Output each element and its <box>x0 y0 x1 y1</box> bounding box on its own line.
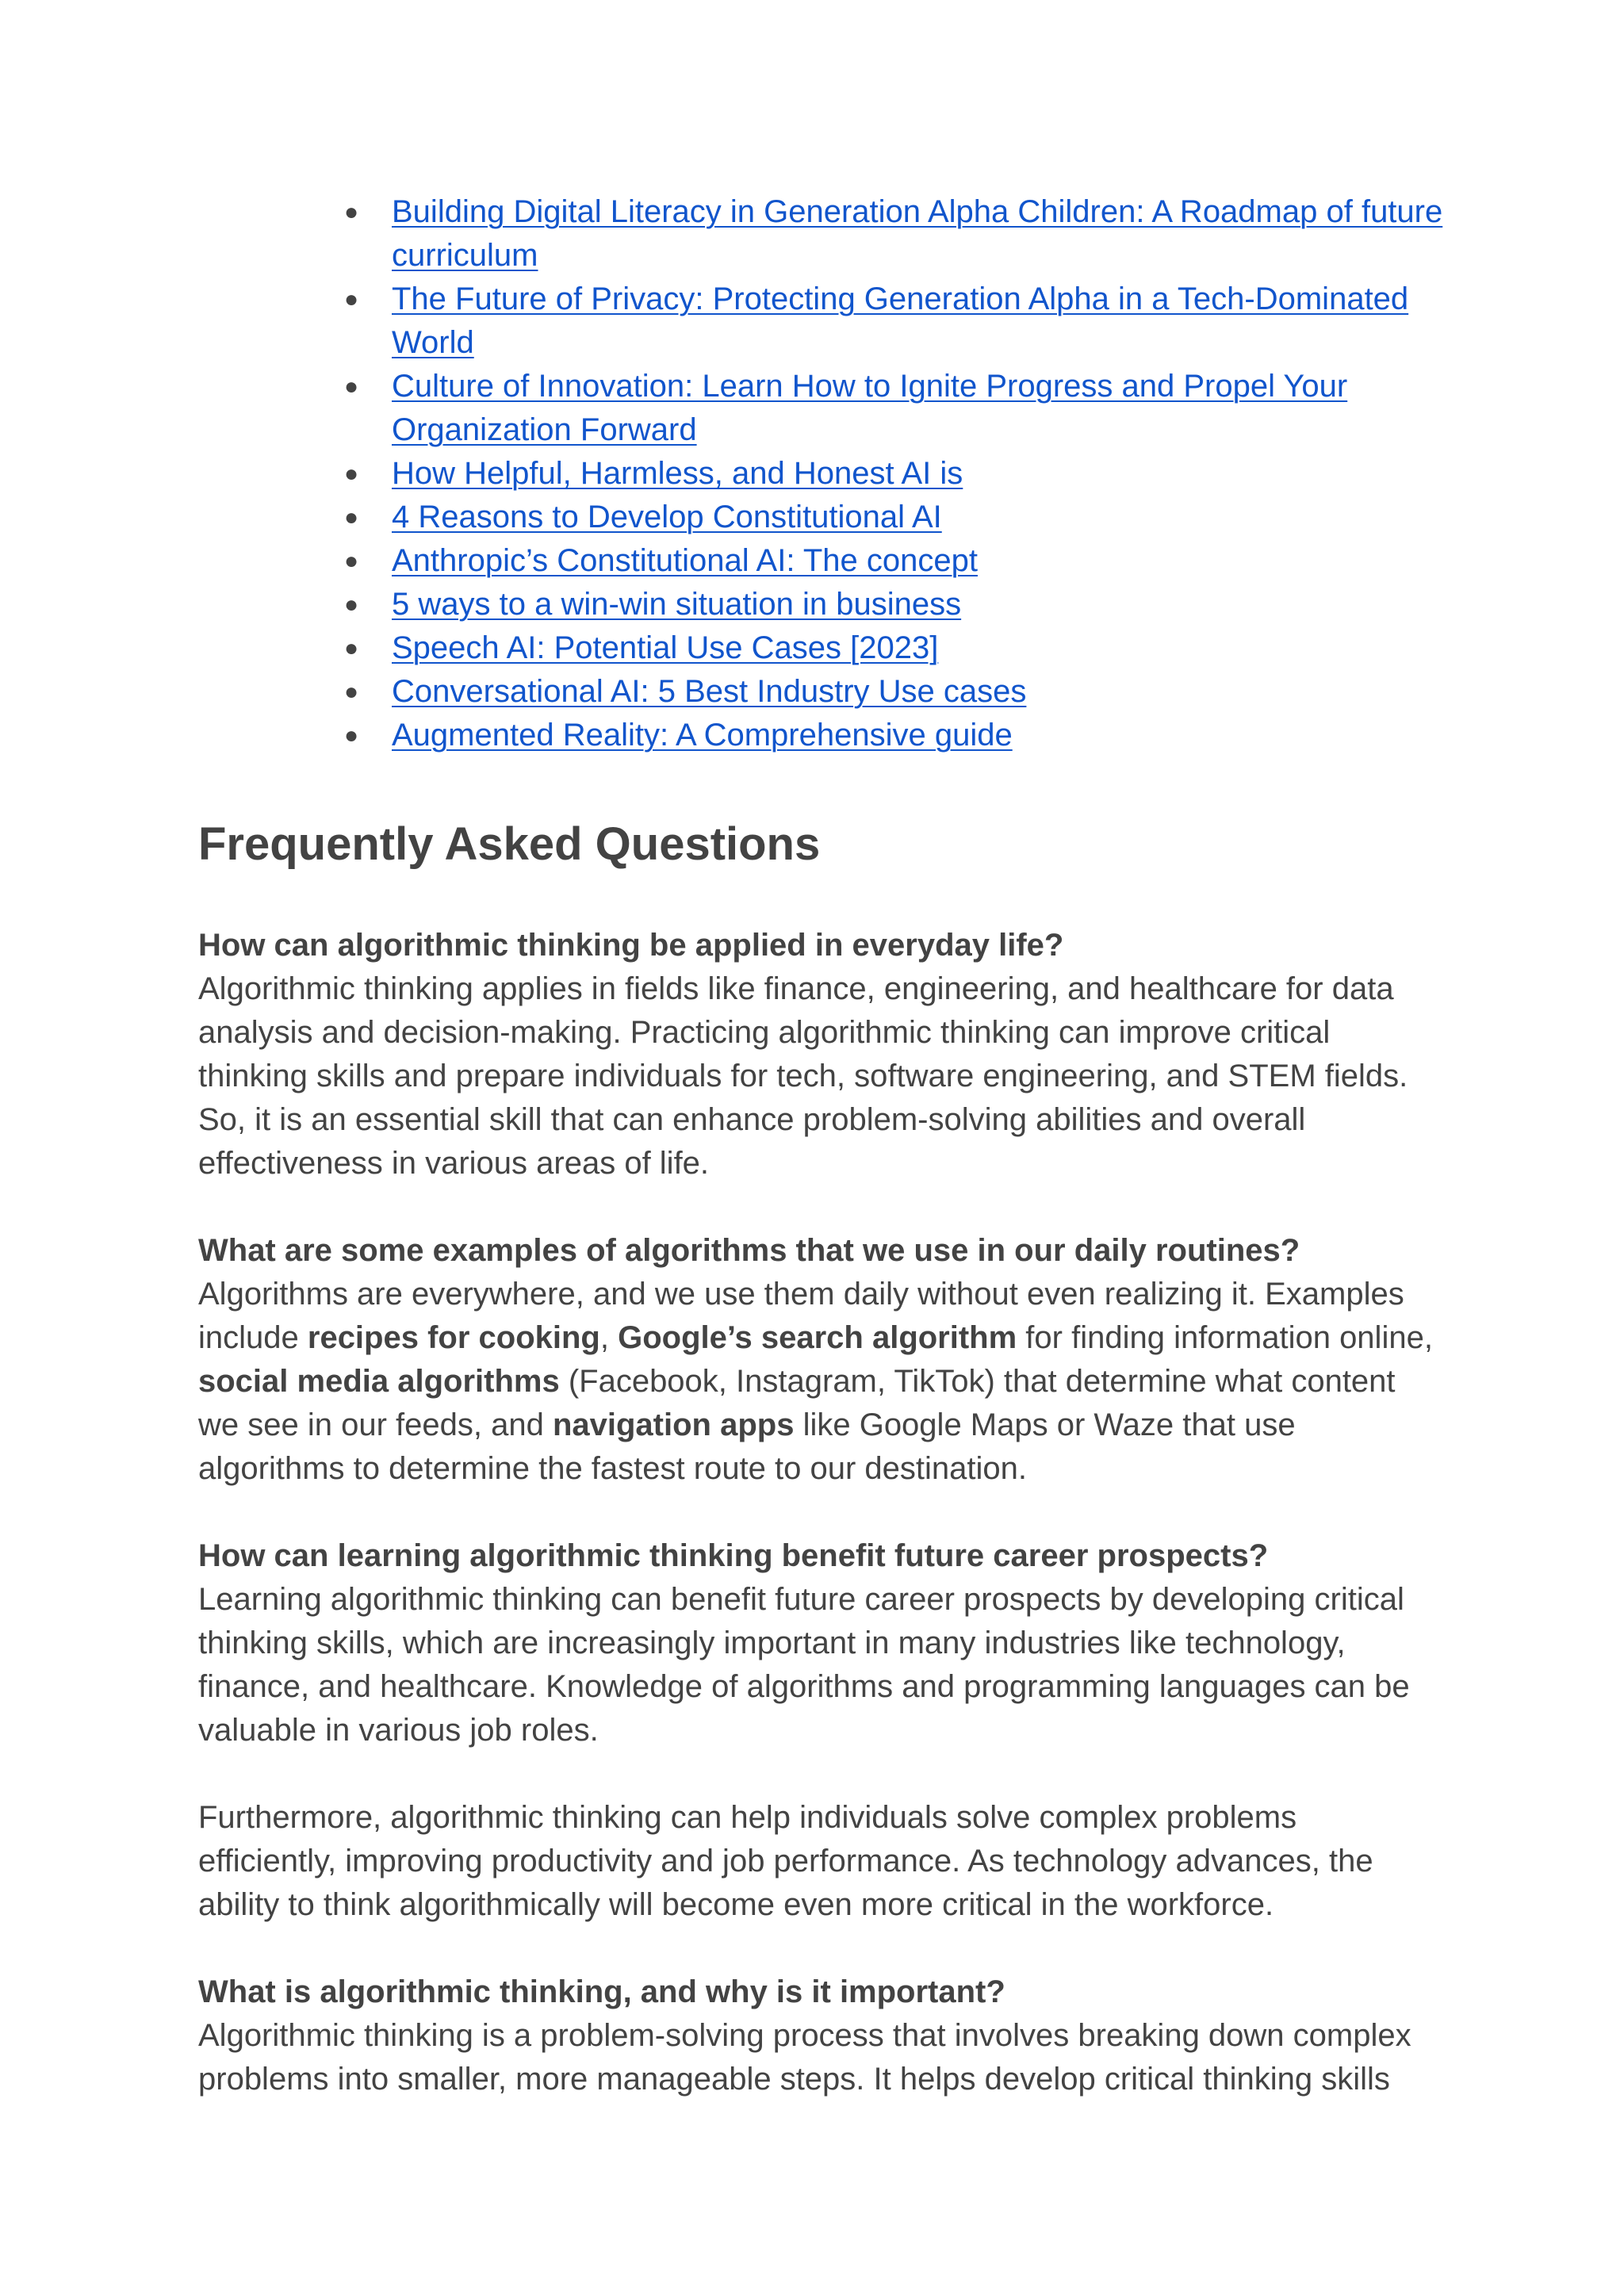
list-item <box>392 539 1443 583</box>
related-articles-list <box>198 190 1443 757</box>
list-item <box>392 670 1443 714</box>
faq-question: How can algorithmic thinking be applied in everyday life? <box>198 928 1064 963</box>
related-link[interactable]: Culture of Innovation: Learn How to Ignite Progress and Propel Your Organization Forward <box>392 369 1348 447</box>
related-link[interactable]: The Future of Privacy: Protecting Generation Alpha in a Tech-Dominated World <box>392 281 1409 360</box>
related-link[interactable]: Building Digital Literacy in Generation Alpha Children: A Roadmap of future curriculum <box>392 194 1443 273</box>
related-link[interactable]: How Helpful, Harmless, and Honest AI is <box>392 456 963 491</box>
related-link[interactable]: 5 ways to a win-win situation in business <box>392 587 962 622</box>
faq-answer: Learning algorithmic thinking can benefit future career prospects by developing critical thinking skills, which are increasingly important in many industries like technology, finance, and healthcare. Knowledge of algorithms and programming languages can be valuable in various job roles. <box>198 1582 1410 1748</box>
related-link[interactable]: Augmented Reality: A Comprehensive guide <box>392 718 1013 753</box>
document-page <box>198 190 1443 2145</box>
list-item <box>392 365 1443 452</box>
faq-item <box>198 924 1443 1185</box>
faq-item <box>198 1534 1443 1927</box>
list-item <box>392 626 1443 670</box>
list-item <box>392 278 1443 365</box>
faq-answer <box>198 1273 1443 1491</box>
related-link[interactable]: 4 Reasons to Develop Constitutional AI <box>392 500 942 534</box>
faq-heading: Frequently Asked Questions <box>198 818 821 870</box>
related-link[interactable]: Anthropic’s Constitutional AI: The concept <box>392 543 978 578</box>
answer-emphasis: navigation apps <box>552 1407 795 1442</box>
answer-text: like Google Maps or Waze that use algorithms to determine the fastest route to our destination. <box>198 1407 1296 1486</box>
faq-answer: Algorithmic thinking applies in fields like finance, engineering, and healthcare for data analysis and decision-making. Practicing algorithmic thinking can improve critical thinking skills and prepare individuals for tech, software engineering, and STEM fields. So, it is an essential skill that can enhance problem-solving abilities and overall effectiveness in various areas of life. <box>198 971 1408 1181</box>
faq-list <box>198 924 1443 2101</box>
faq-item <box>198 1229 1443 1491</box>
answer-emphasis: recipes for cooking <box>307 1320 600 1355</box>
list-item <box>392 714 1443 757</box>
faq-question: How can learning algorithmic thinking benefit future career prospects? <box>198 1538 1269 1573</box>
list-item <box>392 452 1443 496</box>
faq-question: What is algorithmic thinking, and why is it important? <box>198 1974 1005 2009</box>
answer-text: for finding information online, <box>1017 1320 1433 1355</box>
answer-emphasis: social media algorithms <box>198 1364 560 1399</box>
answer-text: Algorithms are everywhere, and we use them daily without even realizing it. Examples include <box>198 1277 1404 1355</box>
related-link[interactable]: Conversational AI: 5 Best Industry Use cases <box>392 674 1027 709</box>
list-item <box>392 190 1443 278</box>
faq-answer-continued: Furthermore, algorithmic thinking can help individuals solve complex problems efficiently, improving productivity and job performance. As technology advances, the ability to think algorithmically will become even more critical in the workforce. <box>198 1800 1373 1922</box>
answer-emphasis: Google’s search algorithm <box>618 1320 1017 1355</box>
answer-text: , <box>599 1320 619 1355</box>
faq-item <box>198 1970 1443 2101</box>
answer-text: (Facebook, Instagram, TikTok) that determine what content we see in our feeds, and <box>198 1364 1396 1442</box>
list-item <box>392 496 1443 539</box>
list-item <box>392 583 1443 626</box>
faq-question: What are some examples of algorithms that we use in our daily routines? <box>198 1233 1300 1268</box>
related-link[interactable]: Speech AI: Potential Use Cases [2023] <box>392 630 939 665</box>
faq-answer: Algorithmic thinking is a problem-solving process that involves breaking down complex problems into smaller, more manageable steps. It helps develop critical thinking skills <box>198 2018 1411 2097</box>
